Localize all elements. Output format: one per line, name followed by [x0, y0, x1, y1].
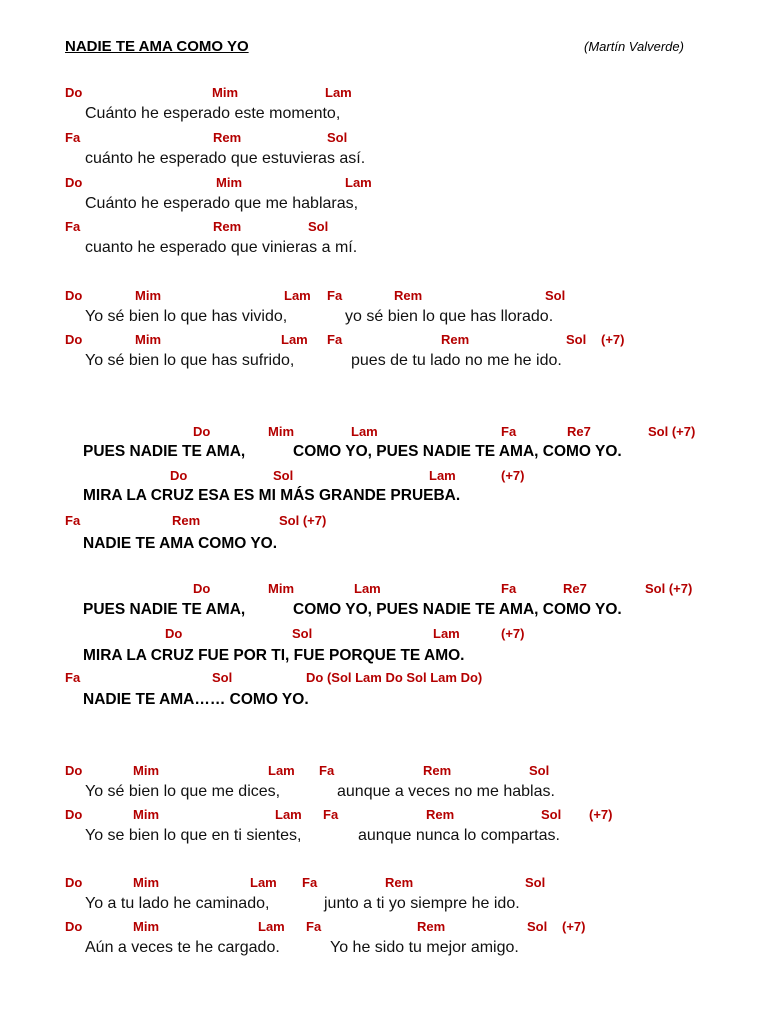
chord-label: Mim [135, 288, 161, 303]
chord-label: Sol [525, 875, 546, 890]
chord-label: Lam [345, 175, 372, 190]
lyric-line: Cuánto he esperado este momento, [85, 105, 341, 122]
chord-label: Do [65, 807, 83, 822]
chord-label: Mim [133, 807, 159, 822]
lyric-line: Yo sé bien lo que has vivido, [85, 308, 288, 325]
lyric-line: Yo sé bien lo que has sufrido, [85, 352, 295, 369]
chord-label: Mim [133, 875, 159, 890]
chord-label: Rem [385, 875, 414, 890]
chord-label: (+7) [501, 468, 525, 483]
lyric-line: Yo he sido tu mejor amigo. [330, 939, 519, 956]
chord-label: Fa [302, 875, 318, 890]
chord-label: Lam [281, 332, 308, 347]
chord-label: Do [193, 424, 211, 439]
lyric-line: pues de tu lado no me he ido. [351, 352, 562, 369]
chord-label: Lam [354, 581, 381, 596]
chord-label: Rem [394, 288, 423, 303]
chord-label: Sol (+7) [648, 424, 696, 439]
chord-label: (+7) [589, 807, 613, 822]
chord-label: Sol [292, 626, 313, 641]
chord-label: Rem [426, 807, 455, 822]
chord-label: Do [170, 468, 188, 483]
chorus-line: COMO YO, PUES NADIE TE AMA, COMO YO. [293, 601, 622, 618]
chord-label: Mim [212, 85, 238, 100]
lyric-line: junto a ti yo siempre he ido. [324, 895, 520, 912]
chord-label: Mim [216, 175, 242, 190]
chorus-line: MIRA LA CRUZ FUE POR TI, FUE PORQUE TE AMO. [83, 647, 465, 664]
chord-label: Do [65, 288, 83, 303]
song-title: NADIE TE AMA COMO YO [65, 38, 249, 55]
chord-label: Sol (+7) [645, 581, 693, 596]
chord-label: Do [65, 85, 83, 100]
chorus-line: PUES NADIE TE AMA, [83, 601, 246, 618]
chord-label: Fa [501, 581, 517, 596]
chord-label: Do [193, 581, 211, 596]
chord-label: Fa [65, 219, 81, 234]
chord-label: (+7) [562, 919, 586, 934]
chord-label: Lam [268, 763, 295, 778]
lyric-line: Yo se bien lo que en ti sientes, [85, 827, 302, 844]
chord-label: (+7) [601, 332, 625, 347]
chord-label: Do [65, 763, 83, 778]
chord-label: Fa [306, 919, 322, 934]
chord-label: Mim [133, 919, 159, 934]
chord-label: Lam [275, 807, 302, 822]
chord-label: Lam [258, 919, 285, 934]
chorus-line: MIRA LA CRUZ ESA ES MI MÁS GRANDE PRUEBA. [83, 487, 461, 504]
lyric-line: cuanto he esperado que vinieras a mí. [85, 239, 358, 256]
chord-label: Sol [273, 468, 294, 483]
chord-label: Do [65, 875, 83, 890]
chord-label: Do [65, 332, 83, 347]
chord-label: Rem [213, 219, 242, 234]
chord-label: Sol [541, 807, 562, 822]
chord-label: (+7) [501, 626, 525, 641]
chord-label: Rem [213, 130, 242, 145]
chord-label: Sol [327, 130, 348, 145]
chord-label: Do [165, 626, 183, 641]
chord-label: Do (Sol Lam Do Sol Lam Do) [306, 670, 483, 685]
chord-label: Sol [527, 919, 548, 934]
chord-label: Fa [65, 670, 81, 685]
lyric-line: Yo a tu lado he caminado, [85, 895, 270, 912]
chord-label: Mim [268, 581, 294, 596]
chord-label: Rem [417, 919, 446, 934]
chorus-line: NADIE TE AMA…… COMO YO. [83, 691, 309, 708]
chord-label: Re7 [563, 581, 587, 596]
chord-label: Mim [133, 763, 159, 778]
chorus-line: COMO YO, PUES NADIE TE AMA, COMO YO. [293, 443, 622, 460]
chord-label: Rem [441, 332, 470, 347]
chord-label: Mim [135, 332, 161, 347]
lyric-line: cuánto he esperado que estuvieras así. [85, 150, 366, 167]
chord-label: Rem [423, 763, 452, 778]
chord-label: Sol [566, 332, 587, 347]
chord-label: Fa [65, 513, 81, 528]
chord-label: Lam [284, 288, 311, 303]
lyric-line: yo sé bien lo que has llorado. [345, 308, 554, 325]
chord-label: Do [65, 919, 83, 934]
chord-label: Lam [351, 424, 378, 439]
chord-label: Lam [325, 85, 352, 100]
chord-label: Sol [529, 763, 550, 778]
chord-label: Lam [250, 875, 277, 890]
chord-label: Fa [501, 424, 517, 439]
chord-label: Fa [327, 288, 343, 303]
song-author: (Martín Valverde) [584, 39, 684, 54]
chord-label: Sol [308, 219, 329, 234]
chorus-line: PUES NADIE TE AMA, [83, 443, 246, 460]
chord-label: Fa [65, 130, 81, 145]
chorus-line: NADIE TE AMA COMO YO. [83, 535, 278, 552]
chord-label: Sol [545, 288, 566, 303]
lyric-line: aunque nunca lo compartas. [358, 827, 560, 844]
lyric-line: Aún a veces te he cargado. [85, 939, 280, 956]
chord-label: Fa [323, 807, 339, 822]
chord-label: Fa [319, 763, 335, 778]
chord-label: Re7 [567, 424, 591, 439]
chord-label: Lam [433, 626, 460, 641]
chord-label: Lam [429, 468, 456, 483]
chord-label: Sol [212, 670, 233, 685]
chord-label: Mim [268, 424, 294, 439]
chord-label: Rem [172, 513, 201, 528]
lyric-line: Yo sé bien lo que me dices, [85, 783, 281, 800]
chord-label: Fa [327, 332, 343, 347]
lyric-line: Cuánto he esperado que me hablaras, [85, 195, 359, 212]
chord-label: Do [65, 175, 83, 190]
chord-label: Sol (+7) [279, 513, 327, 528]
lyric-line: aunque a veces no me hablas. [337, 783, 555, 800]
